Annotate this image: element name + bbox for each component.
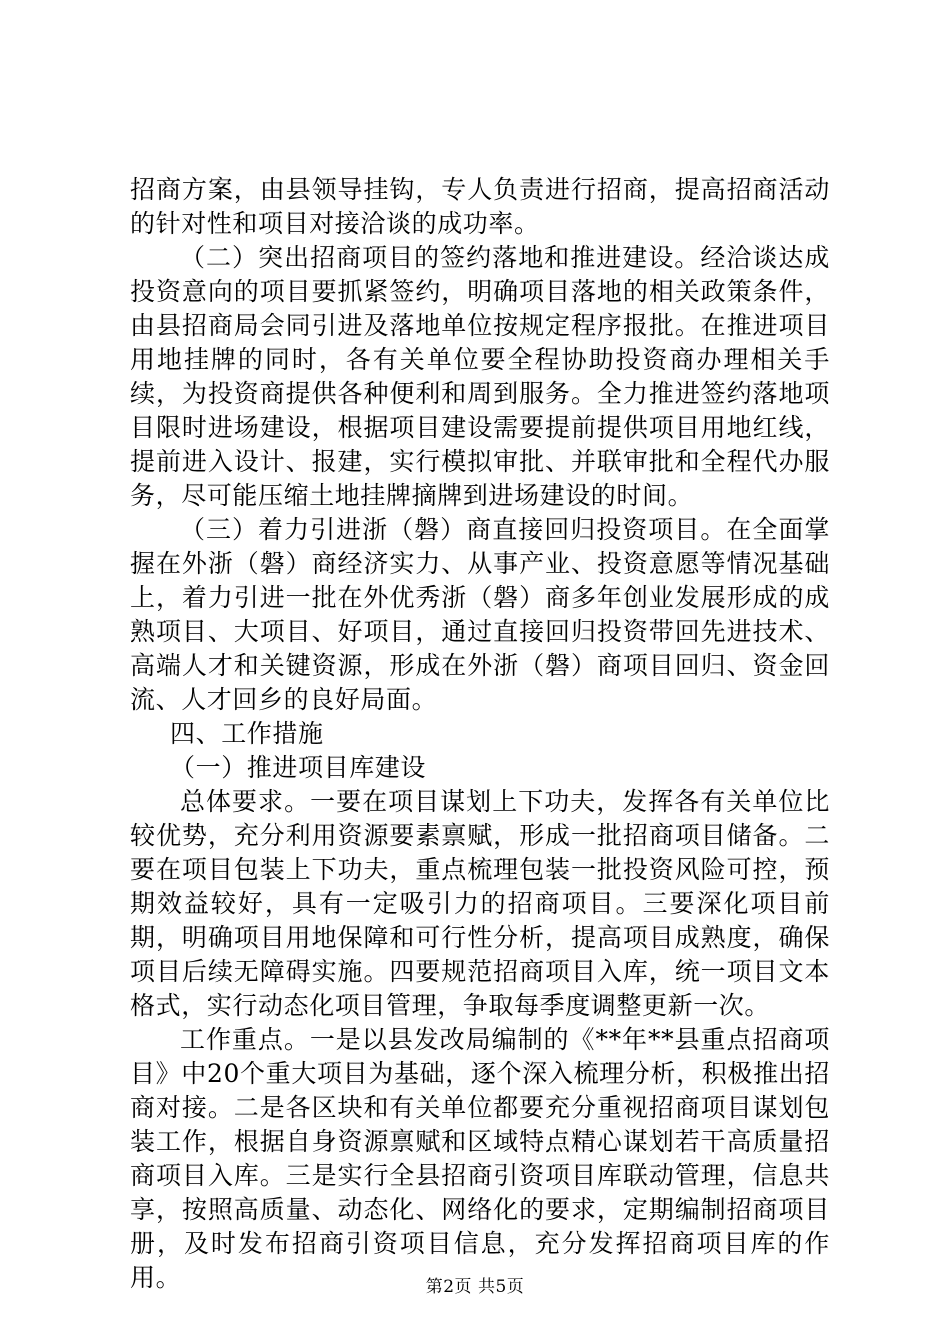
document-body <box>130 173 830 1295</box>
paragraph-overall-requirements: 总体要求。一要在项目谋划上下功夫，发挥各有关单位比较优势，充分利用资源要素禀赋，形成一批招商项目储备。二要在项目包装上下功夫，重点梳理包装一批投资风险可控，预期效益较好，具有一定吸引力的招商项目。三要深化项目前期，明确项目用地保障和可行性分析，提高项目成熟度，确保项目后续无障碍实施。四要规范招商项目入库，统一项目文本格式，实行动态化项目管理，争取每季度调整更新一次。 <box>130 787 830 1020</box>
paragraph-signing-construction: （二）突出招商项目的签约落地和推进建设。经洽谈达成投资意向的项目要抓紧签约，明确项目落地的相关政策条件，由县招商局会同引进及落地单位按规定程序报批。在推进项目用地挂牌的同时，各有关单位要全程协助投资商办理相关手续，为投资商提供各种便利和周到服务。全力推进签约落地项目限时进场建设，根据项目建设需要提前提供项目用地红线，提前进入设计、报建，实行模拟审批、并联审批和全程代办服务，尽可能压缩土地挂牌摘牌到进场建设的时间。 <box>130 243 830 510</box>
paragraph-continuation: 招商方案，由县领导挂钩，专人负责进行招商，提高招商活动的针对性和项目对接洽谈的成功率。 <box>130 175 830 238</box>
paragraph-work-priorities: 工作重点。一是以县发改局编制的《**年**县重点招商项目》中20个重大项目为基础，逐个深入梳理分析，积极推出招商对接。二是各区块和有关单位都要充分重视招商项目谋划包装工作，根据自身资源禀赋和区域特点精心谋划若干高质量招商项目入库。三是实行全县招商引资项目库联动管理，信息共享，按照高质量、动态化、网络化的要求，定期编制招商项目册，及时发布招商引资项目信息，充分发挥招商项目库的作用。 <box>130 1025 830 1292</box>
subsection-heading: （一）推进项目库建设 <box>170 753 427 782</box>
paragraph-zhe-pan-investment: （三）着力引进浙（磐）商直接回归投资项目。在全面掌握在外浙（磐）商经济实力、从事产业、投资意愿等情况基础上，着力引进一批在外优秀浙（磐）商多年创业发展形成的成熟项目、大项目、好项目，通过直接回归投资带回先进技术、高端人才和关键资源，形成在外浙（磐）商项目回归、资金回流、人才回乡的良好局面。 <box>130 515 830 714</box>
section-heading: 四、工作措施 <box>170 719 324 748</box>
page-footer: 第2页 共5页 <box>425 1277 525 1297</box>
